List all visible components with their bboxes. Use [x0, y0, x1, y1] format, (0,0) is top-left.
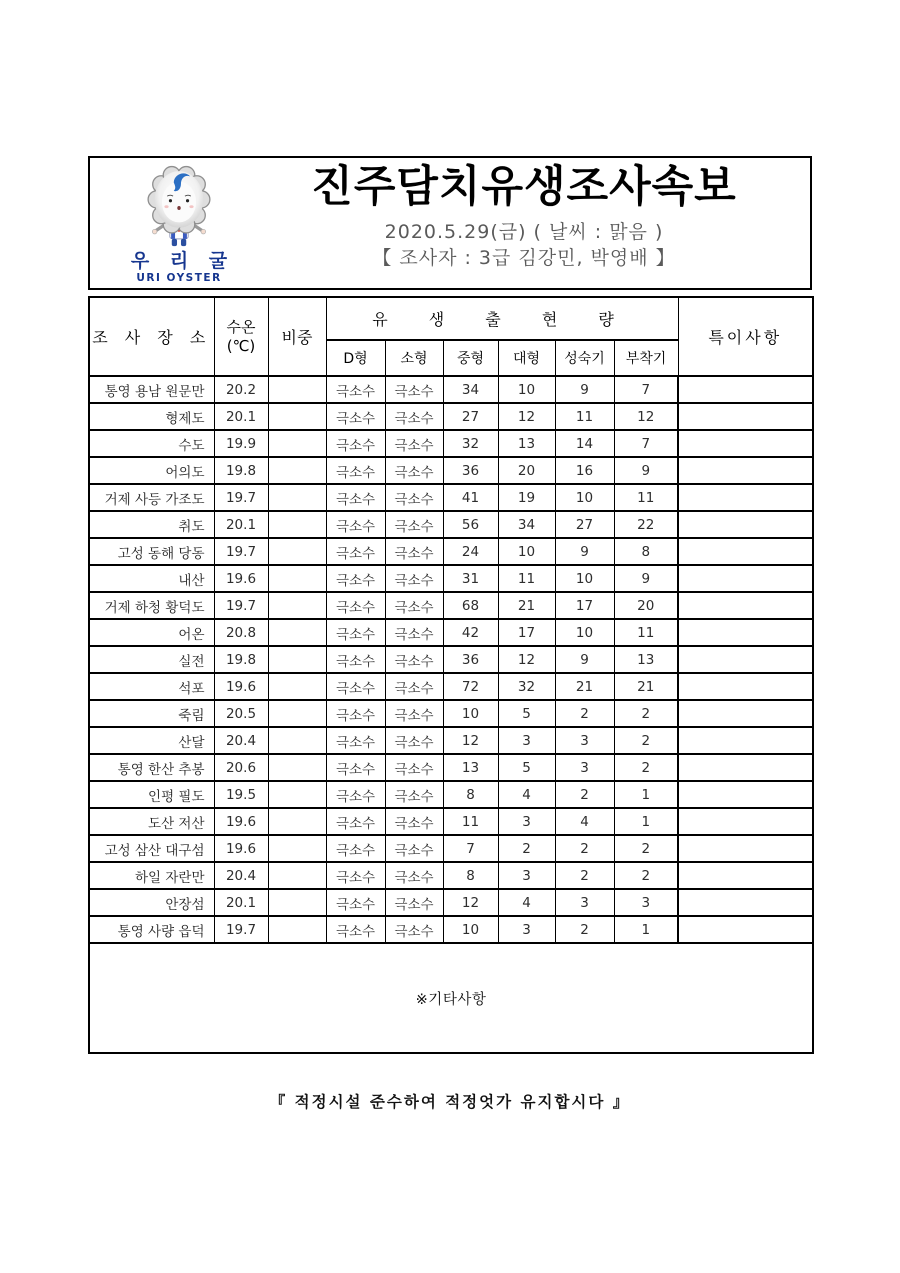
- mature-cell: 2: [555, 835, 614, 862]
- gravity-cell: [268, 727, 326, 754]
- place-cell: 취도: [89, 511, 214, 538]
- col-header-mature: 성숙기: [555, 340, 614, 376]
- table-row: [89, 646, 813, 673]
- remarks-cell: [678, 700, 813, 727]
- remarks-cell: [678, 835, 813, 862]
- medium-cell: 36: [443, 646, 498, 673]
- gravity-cell: [268, 835, 326, 862]
- medium-cell: 36: [443, 457, 498, 484]
- large-cell: 12: [498, 403, 555, 430]
- temperature-cell: 20.1: [214, 889, 268, 916]
- gravity-cell: [268, 808, 326, 835]
- large-cell: 5: [498, 700, 555, 727]
- remarks-cell: [678, 808, 813, 835]
- mature-cell: 9: [555, 538, 614, 565]
- small-cell: 극소수: [385, 700, 443, 727]
- mature-cell: 27: [555, 511, 614, 538]
- mature-cell: 16: [555, 457, 614, 484]
- table-row: [89, 619, 813, 646]
- small-cell: 극소수: [385, 727, 443, 754]
- medium-cell: 12: [443, 889, 498, 916]
- place-cell: 석포: [89, 673, 214, 700]
- remarks-cell: [678, 538, 813, 565]
- col-header-attachment: 부착기: [614, 340, 678, 376]
- remarks-cell: [678, 511, 813, 538]
- mature-cell: 10: [555, 565, 614, 592]
- place-cell: 고성 동해 당동: [89, 538, 214, 565]
- place-cell: 죽림: [89, 700, 214, 727]
- large-cell: 10: [498, 538, 555, 565]
- small-cell: 극소수: [385, 403, 443, 430]
- col-header-larvae-group: 유 생 출 현 량: [326, 297, 678, 340]
- temperature-cell: 19.6: [214, 808, 268, 835]
- medium-cell: 32: [443, 430, 498, 457]
- attachment-cell: 9: [614, 565, 678, 592]
- d-type-cell: 극소수: [326, 430, 385, 457]
- remarks-cell: [678, 376, 813, 403]
- col-header-small: 소형: [385, 340, 443, 376]
- attachment-cell: 2: [614, 754, 678, 781]
- table-row: [89, 376, 813, 403]
- medium-cell: 13: [443, 754, 498, 781]
- gravity-cell: [268, 916, 326, 943]
- medium-cell: 8: [443, 781, 498, 808]
- table-row: [89, 808, 813, 835]
- attachment-cell: 21: [614, 673, 678, 700]
- notes-row: [89, 943, 813, 1053]
- medium-cell: 56: [443, 511, 498, 538]
- table-row: [89, 781, 813, 808]
- temperature-cell: 19.8: [214, 646, 268, 673]
- temperature-cell: 20.1: [214, 403, 268, 430]
- large-cell: 20: [498, 457, 555, 484]
- temperature-cell: 19.5: [214, 781, 268, 808]
- header-text-block: [268, 158, 810, 288]
- small-cell: 극소수: [385, 592, 443, 619]
- col-header-temperature: 수온 (℃): [214, 297, 268, 376]
- report-date-weather: 2020.5.29(금) ( 날씨 : 맑음 ): [384, 221, 664, 244]
- gravity-cell: [268, 889, 326, 916]
- gravity-cell: [268, 403, 326, 430]
- place-cell: 하일 자란만: [89, 862, 214, 889]
- temperature-cell: 19.7: [214, 592, 268, 619]
- col-header-place: 조 사 장 소: [89, 297, 214, 376]
- table-row: [89, 592, 813, 619]
- d-type-cell: 극소수: [326, 673, 385, 700]
- logo-korean-text: 우 리 굴: [130, 250, 235, 272]
- place-cell: 통영 용남 원문만: [89, 376, 214, 403]
- remarks-cell: [678, 403, 813, 430]
- gravity-cell: [268, 673, 326, 700]
- place-cell: 내산: [89, 565, 214, 592]
- small-cell: 극소수: [385, 376, 443, 403]
- col-header-medium: 중형: [443, 340, 498, 376]
- logo-english-text: URI OYSTER: [136, 271, 222, 284]
- mature-cell: 3: [555, 754, 614, 781]
- medium-cell: 10: [443, 700, 498, 727]
- table-header: [89, 297, 813, 376]
- medium-cell: 27: [443, 403, 498, 430]
- survey-table: [88, 296, 814, 1054]
- attachment-cell: 2: [614, 727, 678, 754]
- temperature-cell: 19.9: [214, 430, 268, 457]
- d-type-cell: 극소수: [326, 916, 385, 943]
- attachment-cell: 2: [614, 700, 678, 727]
- d-type-cell: 극소수: [326, 619, 385, 646]
- col-header-large: 대형: [498, 340, 555, 376]
- d-type-cell: 극소수: [326, 700, 385, 727]
- small-cell: 극소수: [385, 619, 443, 646]
- col-header-gravity: 비중: [268, 297, 326, 376]
- mature-cell: 3: [555, 727, 614, 754]
- place-cell: 어온: [89, 619, 214, 646]
- remarks-cell: [678, 484, 813, 511]
- table-row: [89, 727, 813, 754]
- attachment-cell: 1: [614, 916, 678, 943]
- col-header-remarks: 특이사항: [678, 297, 813, 376]
- mature-cell: 9: [555, 646, 614, 673]
- medium-cell: 7: [443, 835, 498, 862]
- small-cell: 극소수: [385, 673, 443, 700]
- d-type-cell: 극소수: [326, 727, 385, 754]
- attachment-cell: 12: [614, 403, 678, 430]
- gravity-cell: [268, 862, 326, 889]
- footer-slogan: 『 적정시설 준수하여 적정엇가 유지합시다 』: [269, 1093, 631, 1111]
- table-row: [89, 754, 813, 781]
- d-type-cell: 극소수: [326, 862, 385, 889]
- small-cell: 극소수: [385, 457, 443, 484]
- d-type-cell: 극소수: [326, 835, 385, 862]
- attachment-cell: 8: [614, 538, 678, 565]
- mature-cell: 2: [555, 862, 614, 889]
- gravity-cell: [268, 430, 326, 457]
- report-header: [88, 156, 812, 290]
- temperature-cell: 20.8: [214, 619, 268, 646]
- remarks-cell: [678, 457, 813, 484]
- large-cell: 13: [498, 430, 555, 457]
- attachment-cell: 13: [614, 646, 678, 673]
- large-cell: 32: [498, 673, 555, 700]
- remarks-cell: [678, 565, 813, 592]
- d-type-cell: 극소수: [326, 511, 385, 538]
- place-cell: 인평 필도: [89, 781, 214, 808]
- d-type-cell: 극소수: [326, 592, 385, 619]
- small-cell: 극소수: [385, 862, 443, 889]
- d-type-cell: 극소수: [326, 889, 385, 916]
- place-cell: 안장섬: [89, 889, 214, 916]
- table-row: [89, 889, 813, 916]
- d-type-cell: 극소수: [326, 457, 385, 484]
- gravity-cell: [268, 619, 326, 646]
- temperature-cell: 19.6: [214, 835, 268, 862]
- gravity-cell: [268, 457, 326, 484]
- place-cell: 수도: [89, 430, 214, 457]
- table-row: [89, 835, 813, 862]
- table-row: [89, 538, 813, 565]
- d-type-cell: 극소수: [326, 781, 385, 808]
- oyster-mascot-icon: [131, 160, 227, 252]
- remarks-cell: [678, 916, 813, 943]
- attachment-cell: 1: [614, 808, 678, 835]
- large-cell: 34: [498, 511, 555, 538]
- attachment-cell: 11: [614, 619, 678, 646]
- mature-cell: 11: [555, 403, 614, 430]
- mature-cell: 4: [555, 808, 614, 835]
- gravity-cell: [268, 781, 326, 808]
- temperature-cell: 19.6: [214, 565, 268, 592]
- d-type-cell: 극소수: [326, 538, 385, 565]
- large-cell: 3: [498, 808, 555, 835]
- large-cell: 5: [498, 754, 555, 781]
- table-row: [89, 916, 813, 943]
- large-cell: 21: [498, 592, 555, 619]
- gravity-cell: [268, 538, 326, 565]
- d-type-cell: 극소수: [326, 808, 385, 835]
- large-cell: 11: [498, 565, 555, 592]
- place-cell: 실전: [89, 646, 214, 673]
- d-type-cell: 극소수: [326, 646, 385, 673]
- d-type-cell: 극소수: [326, 754, 385, 781]
- medium-cell: 24: [443, 538, 498, 565]
- remarks-cell: [678, 727, 813, 754]
- d-type-cell: 극소수: [326, 565, 385, 592]
- logo: [90, 158, 268, 288]
- small-cell: 극소수: [385, 889, 443, 916]
- temperature-cell: 20.4: [214, 727, 268, 754]
- remarks-cell: [678, 592, 813, 619]
- mature-cell: 9: [555, 376, 614, 403]
- small-cell: 극소수: [385, 754, 443, 781]
- mature-cell: 17: [555, 592, 614, 619]
- large-cell: 3: [498, 727, 555, 754]
- attachment-cell: 1: [614, 781, 678, 808]
- attachment-cell: 3: [614, 889, 678, 916]
- medium-cell: 42: [443, 619, 498, 646]
- small-cell: 극소수: [385, 484, 443, 511]
- large-cell: 3: [498, 916, 555, 943]
- large-cell: 12: [498, 646, 555, 673]
- attachment-cell: 7: [614, 376, 678, 403]
- place-cell: 통영 사량 읍덕: [89, 916, 214, 943]
- attachment-cell: 7: [614, 430, 678, 457]
- d-type-cell: 극소수: [326, 484, 385, 511]
- temperature-cell: 20.4: [214, 862, 268, 889]
- temperature-cell: 19.7: [214, 538, 268, 565]
- remarks-cell: [678, 430, 813, 457]
- remarks-cell: [678, 862, 813, 889]
- small-cell: 극소수: [385, 835, 443, 862]
- small-cell: 극소수: [385, 781, 443, 808]
- temperature-cell: 19.7: [214, 916, 268, 943]
- medium-cell: 11: [443, 808, 498, 835]
- place-cell: 통영 한산 추봉: [89, 754, 214, 781]
- place-cell: 거제 하청 황덕도: [89, 592, 214, 619]
- temperature-cell: 19.7: [214, 484, 268, 511]
- small-cell: 극소수: [385, 808, 443, 835]
- large-cell: 17: [498, 619, 555, 646]
- temperature-cell: 19.8: [214, 457, 268, 484]
- col-header-d-type: D형: [326, 340, 385, 376]
- table-row: [89, 862, 813, 889]
- gravity-cell: [268, 646, 326, 673]
- attachment-cell: 11: [614, 484, 678, 511]
- large-cell: 4: [498, 889, 555, 916]
- remarks-cell: [678, 646, 813, 673]
- place-cell: 거제 사등 가조도: [89, 484, 214, 511]
- small-cell: 극소수: [385, 511, 443, 538]
- table-row: [89, 511, 813, 538]
- table-row: [89, 673, 813, 700]
- table-row: [89, 403, 813, 430]
- mature-cell: 3: [555, 889, 614, 916]
- temperature-cell: 20.6: [214, 754, 268, 781]
- report-surveyors: 【 조사자 : 3급 김강민, 박영배 】: [372, 246, 676, 269]
- small-cell: 극소수: [385, 565, 443, 592]
- mature-cell: 2: [555, 916, 614, 943]
- mature-cell: 14: [555, 430, 614, 457]
- attachment-cell: 22: [614, 511, 678, 538]
- medium-cell: 10: [443, 916, 498, 943]
- gravity-cell: [268, 565, 326, 592]
- place-cell: 고성 삼산 대구섬: [89, 835, 214, 862]
- remarks-cell: [678, 673, 813, 700]
- medium-cell: 72: [443, 673, 498, 700]
- medium-cell: 34: [443, 376, 498, 403]
- gravity-cell: [268, 592, 326, 619]
- temperature-cell: 20.1: [214, 511, 268, 538]
- attachment-cell: 2: [614, 835, 678, 862]
- table-row: [89, 484, 813, 511]
- d-type-cell: 극소수: [326, 403, 385, 430]
- medium-cell: 12: [443, 727, 498, 754]
- large-cell: 19: [498, 484, 555, 511]
- remarks-cell: [678, 754, 813, 781]
- medium-cell: 31: [443, 565, 498, 592]
- gravity-cell: [268, 484, 326, 511]
- remarks-cell: [678, 889, 813, 916]
- notes-section: ※기타사항: [89, 943, 813, 1053]
- mature-cell: 10: [555, 619, 614, 646]
- large-cell: 2: [498, 835, 555, 862]
- table-body: [89, 376, 813, 943]
- small-cell: 극소수: [385, 430, 443, 457]
- medium-cell: 8: [443, 862, 498, 889]
- mature-cell: 2: [555, 781, 614, 808]
- table-row: [89, 457, 813, 484]
- place-cell: 형제도: [89, 403, 214, 430]
- large-cell: 4: [498, 781, 555, 808]
- remarks-cell: [678, 781, 813, 808]
- temperature-cell: 20.2: [214, 376, 268, 403]
- place-cell: 도산 저산: [89, 808, 214, 835]
- mature-cell: 2: [555, 700, 614, 727]
- attachment-cell: 2: [614, 862, 678, 889]
- place-cell: 산달: [89, 727, 214, 754]
- small-cell: 극소수: [385, 646, 443, 673]
- table-row: [89, 430, 813, 457]
- large-cell: 3: [498, 862, 555, 889]
- table-row: [89, 565, 813, 592]
- gravity-cell: [268, 511, 326, 538]
- remarks-cell: [678, 619, 813, 646]
- temperature-cell: 19.6: [214, 673, 268, 700]
- attachment-cell: 9: [614, 457, 678, 484]
- large-cell: 10: [498, 376, 555, 403]
- medium-cell: 68: [443, 592, 498, 619]
- small-cell: 극소수: [385, 538, 443, 565]
- gravity-cell: [268, 754, 326, 781]
- attachment-cell: 20: [614, 592, 678, 619]
- report-title: 진주담치유생조사속보: [311, 162, 737, 212]
- small-cell: 극소수: [385, 916, 443, 943]
- place-cell: 어의도: [89, 457, 214, 484]
- table-row: [89, 700, 813, 727]
- mature-cell: 10: [555, 484, 614, 511]
- gravity-cell: [268, 700, 326, 727]
- mature-cell: 21: [555, 673, 614, 700]
- d-type-cell: 극소수: [326, 376, 385, 403]
- medium-cell: 41: [443, 484, 498, 511]
- temperature-cell: 20.5: [214, 700, 268, 727]
- gravity-cell: [268, 376, 326, 403]
